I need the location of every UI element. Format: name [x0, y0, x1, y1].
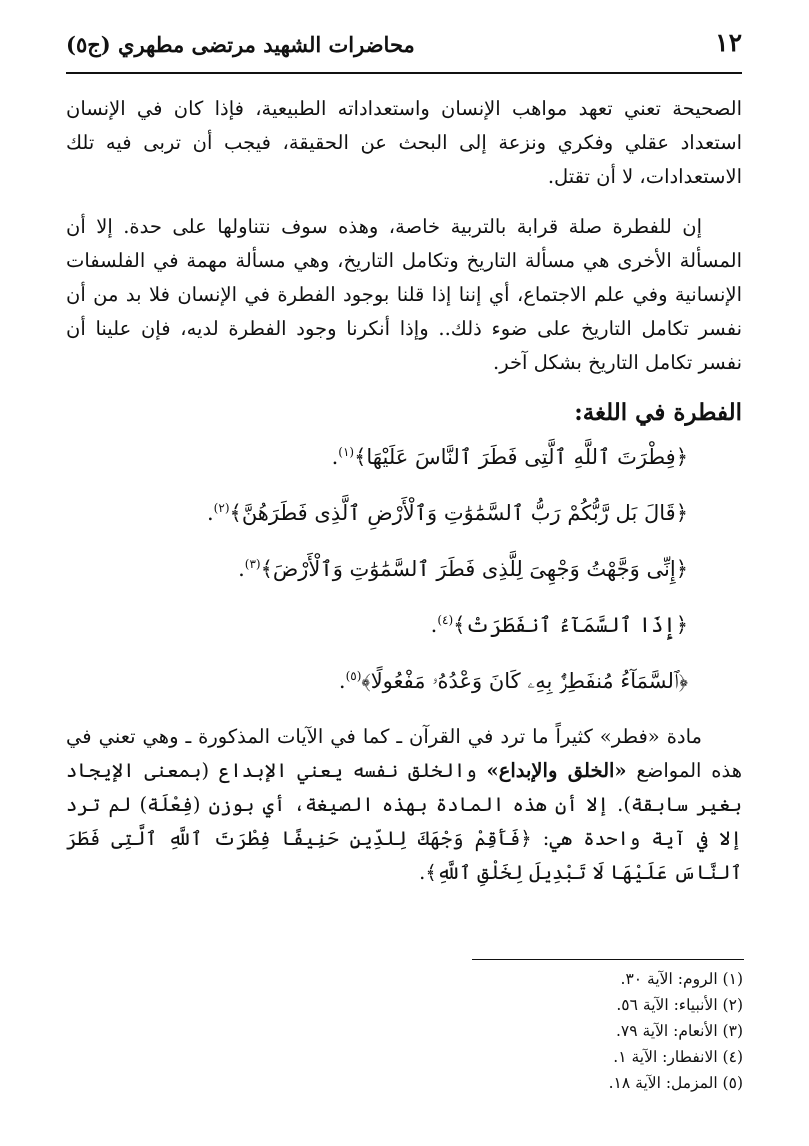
ornate-bracket-close-icon: ﴾ [260, 557, 273, 581]
footnote-ref: (١) [338, 445, 355, 459]
running-title: محاضرات الشهيد مرتضى مطهري (ج٥) [66, 32, 415, 57]
page-header [66, 26, 742, 66]
section-heading: الفطرة في اللغة: [574, 399, 742, 426]
verse-text: إِنِّى وَجَّهْتُ وَجْهِىَ لِلَّذِى فَطَرَ ٱلسَّمَٰوَٰتِ وَٱلْأَرْضَ [272, 557, 676, 581]
paragraph-3-text: مادة «فطر» كثيراً ما ترد في القرآن ـ كما في الآيات المذكورة ـ وهي تعني في هذه المواضع [66, 725, 742, 782]
ornate-bracket-close-icon: ﴾ [361, 669, 371, 693]
verse-5: ﴿ٱلسَّمَآءُ مُنفَطِرٌۢ بِهِۦ كَانَ وَعْدُهُۥ مَفْعُولًا﴾$^{(٥)}$. [338, 669, 688, 693]
ornate-bracket-open-icon: ﴿ [678, 669, 688, 693]
inline-verse: فَأَقِمْ وَجْهَكَ لِلدِّينِ حَنِيفًا فِطْرَتَ ٱللَّهِ ٱلَّتِى فَطَرَ ٱلنَّاسَ عَلَيْهَا لَا تَبْدِيلَ لِخَلْقِ ٱللَّهِ [66, 827, 742, 884]
footnote-ref: (٤) [437, 613, 454, 627]
verse-4: ﴿إِذَا ٱلسَّمَآءُ ٱنفَطَرَتْ﴾$^{(٤)}$. [430, 613, 688, 637]
footnote-ref: (٣) [244, 557, 261, 571]
verse-text: إِذَا ٱلسَّمَآءُ ٱنفَطَرَتْ [465, 613, 676, 637]
ornate-bracket-close-icon: ﴾ [229, 501, 242, 525]
page-body [66, 92, 742, 906]
header-divider [66, 72, 742, 74]
footnote-item: (٣) الأنعام: الآية ٧٩. [615, 1022, 743, 1040]
footnote-divider [472, 959, 744, 960]
ornate-bracket-close-icon: ﴾ [425, 861, 437, 884]
ornate-bracket-open-icon: ﴿ [675, 501, 688, 525]
paragraph-3-text-cont: والخلق نفسه يعني الإبداع (بمعنى الإيجاد بغير سابقة). إلا أن هذه المادة بهذه الصيغة، أي بوزن (فِعْلَة) لم ترد إلا في آية واحدة هي: [66, 759, 742, 850]
paragraph-2: إن للفطرة صلة قرابة بالتربية خاصة، وهذه سوف نتناولها على حدة. إلا أن المسألة الأخرى هي مسألة التاريخ وتكامل التاريخ، وهي مسألة مهمة في الفلسفات الإنسانية وفي علم الاجتماع، أي إننا إذا قلنا بوجود الفطرة في الإنسان فلا بد من أن نفسر تكامل التاريخ على ضوء ذلك.. وإذا أنكرنا وجود الفطرة لديه، فإن علينا أن نفسر تكامل التاريخ بشكل آخر. [66, 215, 742, 374]
verse-text: قَالَ بَل رَّبُّكُمْ رَبُّ ٱلسَّمَٰوَٰتِ وَٱلْأَرْضِ ٱلَّذِى فَطَرَهُنَّ [241, 501, 676, 525]
paragraph-1: الصحيحة تعني تعهد مواهب الإنسان واستعداداته الطبيعية، فإذا كان في الإنسان استعداد عقلي وفكري ونزعة إلى البحث عن الحقيقة، فيجب أن تربى فيه تلك الاستعدادات، لا أن تقتل. [66, 97, 742, 188]
ornate-bracket-close-icon: ﴾ [354, 445, 367, 469]
verse-text: ٱلسَّمَآءُ مُنفَطِرٌۢ بِهِۦ كَانَ وَعْدُهُۥ مَفْعُولًا [370, 669, 679, 693]
footnote-item: (٢) الأنبياء: الآية ٥٦. [616, 996, 743, 1014]
paragraph-3: مادة «فطر» كثيراً ما ترد في القرآن ـ كما في الآيات المذكورة ـ وهي تعني في هذه المواضع «الخلق والإبداع» والخلق نفسه يعني الإبداع (بمعنى الإيجاد بغير سابقة). إلا أن هذه المادة بهذه الصيغة، أي بوزن (فِعْلَة) لم ترد إلا في آية واحدة هي: ﴿فَأَقِمْ وَجْهَكَ لِلدِّينِ حَنِيفًا فِطْرَتَ ٱللَّهِ ٱلَّتِى فَطَرَ ٱلنَّاسَ عَلَيْهَا لَا تَبْدِيلَ لِخَلْقِ ٱللَّهِ﴾. [66, 725, 742, 884]
footnote-item: (٥) المزمل: الآية ١٨. [608, 1074, 743, 1092]
verse-text: فِطْرَتَ ٱللَّهِ ٱلَّتِى فَطَرَ ٱلنَّاسَ عَلَيْهَا [366, 445, 676, 469]
verse-1: ﴿فِطْرَتَ ٱللَّهِ ٱلَّتِى فَطَرَ ٱلنَّاسَ عَلَيْهَا﴾$^{(١)}$. [331, 445, 688, 469]
ornate-bracket-open-icon: ﴿ [675, 613, 688, 637]
footnote-ref: (٥) [345, 669, 362, 683]
footnotes [343, 966, 743, 1096]
bold-term: «الخلق والإبداع» [486, 759, 627, 782]
footnote-item: (٤) الانفطار: الآية ١. [613, 1048, 743, 1066]
page-number: ١٢ [715, 28, 742, 57]
verse-3: ﴿إِنِّى وَجَّهْتُ وَجْهِىَ لِلَّذِى فَطَرَ ٱلسَّمَٰوَٰتِ وَٱلْأَرْضَ﴾$^{(٣)}$. [238, 557, 688, 581]
ornate-bracket-open-icon: ﴿ [520, 827, 532, 850]
footnote-ref: (٢) [213, 501, 230, 515]
verse-2: ﴿قَالَ بَل رَّبُّكُمْ رَبُّ ٱلسَّمَٰوَٰتِ وَٱلْأَرْضِ ٱلَّذِى فَطَرَهُنَّ﴾$^{(٢)}$. [206, 501, 688, 525]
ornate-bracket-close-icon: ﴾ [453, 613, 466, 637]
footnote-item: (١) الروم: الآية ٣٠. [620, 970, 743, 988]
ornate-bracket-open-icon: ﴿ [675, 445, 688, 469]
ornate-bracket-open-icon: ﴿ [675, 557, 688, 581]
